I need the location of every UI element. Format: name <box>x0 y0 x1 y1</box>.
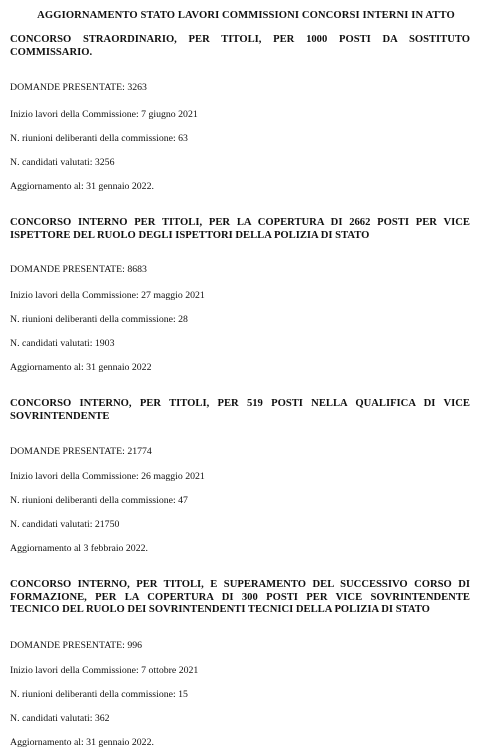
section-3-domande: DOMANDE PRESENTATE: 21774 <box>10 446 152 457</box>
section-4-candidati: N. candidati valutati: 362 <box>10 713 110 724</box>
section-1-inizio: Inizio lavori della Commissione: 7 giugno 2021 <box>10 109 198 120</box>
section-1-heading: CONCORSO STRAORDINARIO, PER TITOLI, PER 1000 POSTI DA SOSTITUTO COMMISSARIO. <box>10 34 470 58</box>
section-1-aggiornamento: Aggiornamento al: 31 gennaio 2022. <box>10 181 154 192</box>
section-2-riunioni: N. riunioni deliberanti della commissione: 28 <box>10 314 188 325</box>
section-1-domande: DOMANDE PRESENTATE: 3263 <box>10 82 147 93</box>
section-1-candidati: N. candidati valutati: 3256 <box>10 157 115 168</box>
section-2-domande: DOMANDE PRESENTATE: 8683 <box>10 264 147 275</box>
section-3-candidati: N. candidati valutati: 21750 <box>10 519 120 530</box>
section-3-riunioni: N. riunioni deliberanti della commissione: 47 <box>10 495 188 506</box>
section-3-aggiornamento: Aggiornamento al 3 febbraio 2022. <box>10 543 148 554</box>
section-2-aggiornamento: Aggiornamento al: 31 gennaio 2022 <box>10 362 152 373</box>
document-title: AGGIORNAMENTO STATO LAVORI COMMISSIONI CONCORSI INTERNI IN ATTO <box>37 10 455 21</box>
section-2-inizio: Inizio lavori della Commissione: 27 maggio 2021 <box>10 290 205 301</box>
section-4-aggiornamento: Aggiornamento al: 31 gennaio 2022. <box>10 737 154 748</box>
section-1-riunioni: N. riunioni deliberanti della commissione: 63 <box>10 133 188 144</box>
section-2-heading: CONCORSO INTERNO PER TITOLI, PER LA COPERTURA DI 2662 POSTI PER VICE ISPETTORE DEL RUOLO DEGLI ISPETTORI DELLA POLIZIA DI STATO <box>10 217 470 241</box>
section-4-riunioni: N. riunioni deliberanti della commissione: 15 <box>10 689 188 700</box>
section-4-heading: CONCORSO INTERNO, PER TITOLI, E SUPERAMENTO DEL SUCCESSIVO CORSO DI FORMAZIONE, PER LA COPERTURA DI 300 POSTI PER VICE SOVRINTENDENTE TECNICO DEL RUOLO DEI SOVRINTENDENTI TECNICI DELLA POLIZIA DI STATO <box>10 579 470 615</box>
section-2-candidati: N. candidati valutati: 1903 <box>10 338 115 349</box>
section-4-inizio: Inizio lavori della Commissione: 7 ottobre 2021 <box>10 665 199 676</box>
section-4-domande: DOMANDE PRESENTATE: 996 <box>10 640 143 651</box>
section-3-inizio: Inizio lavori della Commissione: 26 maggio 2021 <box>10 471 205 482</box>
section-3-heading: CONCORSO INTERNO, PER TITOLI, PER 519 POSTI NELLA QUALIFICA DI VICE SOVRINTENDENTE <box>10 398 470 422</box>
